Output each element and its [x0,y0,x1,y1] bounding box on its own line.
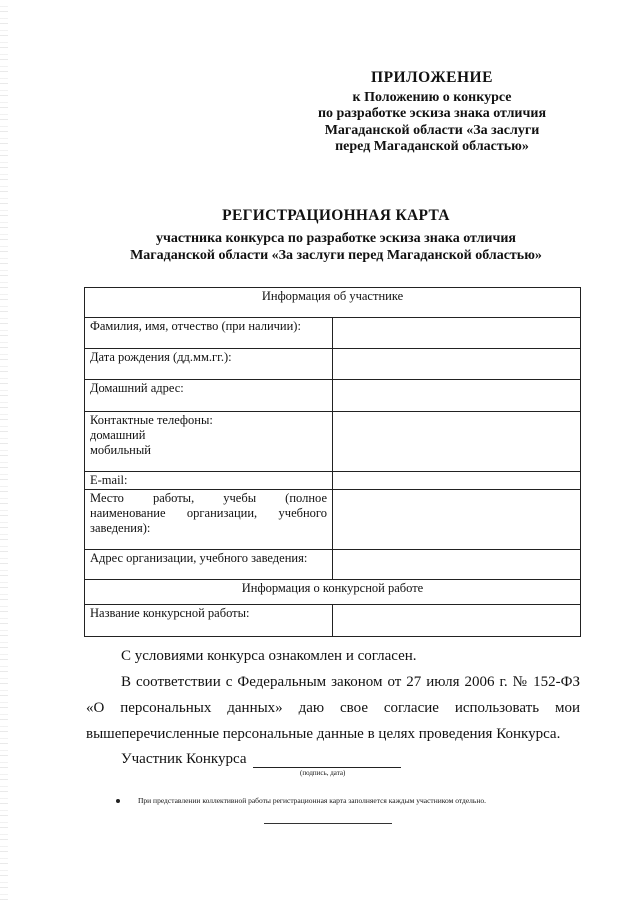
label-workplace-text: Место работы, учебы (полное наименование организации, учебного заведения): [90,491,327,535]
scan-edge [0,0,8,905]
label-phones-title: Контактные телефоны: [90,413,213,427]
label-birth-date: Дата рождения (дд.мм.гг.): [85,349,333,380]
label-workplace [85,490,333,550]
bullet-icon [116,799,120,803]
field-birth-date[interactable] [333,349,581,380]
field-fio[interactable] [333,318,581,349]
label-phone-home: домашний [90,428,146,442]
label-home-address: Домашний адрес: [85,380,333,412]
appendix-line: к Положению о конкурсе [352,89,512,105]
field-org-address[interactable] [333,550,581,580]
field-workplace[interactable] [333,490,581,550]
agreement-text: С условиями конкурса ознакомлен и согласен. [121,648,417,664]
label-fio: Фамилия, имя, отчество (при наличии): [85,318,333,349]
section-participant: Информация об участнике [85,288,581,318]
label-work-title: Название конкурсной работы: [85,605,333,637]
consent-line: В соответствии с Федеральным законом от 27 июля 2006 г. № 152-ФЗ [121,674,580,690]
appendix-heading: ПРИЛОЖЕНИЕ [371,69,493,86]
document-subtitle [96,231,576,264]
label-org-address: Адрес организации, учебного заведения: [85,550,333,580]
section-contest-work: Информация о конкурсной работе [85,580,581,605]
consent-line: «О персональных данных» даю свое согласие использовать мои [86,700,580,716]
consent-paragraph [86,674,580,752]
appendix-block [300,70,564,156]
appendix-line: по разработке эскиза знака отличия [317,106,547,121]
document-title: РЕГИСТРАЦИОННАЯ КАРТА [222,207,450,224]
subtitle-line: Магаданской области «За заслуги перед Магаданской областью» [130,247,542,263]
footnote-text: При представлении коллективной работы регистрационная карта заполняется каждым участником отдельно. [138,796,486,805]
field-work-title[interactable] [333,605,581,637]
signature-row [121,751,401,768]
signature-line[interactable] [253,753,401,768]
consent-line: вышеперечисленные персональные данные в целях проведения Конкурса. [86,726,561,742]
label-phone-mobile: мобильный [90,443,151,457]
field-home-address[interactable] [333,380,581,412]
subtitle-line: участника конкурса по разработке эскиза знака отличия [155,231,517,246]
field-phones[interactable] [333,412,581,472]
signature-label: Участник Конкурса [121,751,247,767]
registration-table [84,287,581,637]
appendix-line: Магаданской области «За заслуги [324,122,540,138]
label-email: E-mail: [85,472,333,490]
end-divider [264,823,392,824]
footnote [116,796,486,805]
field-email[interactable] [333,472,581,490]
label-phones [85,412,333,472]
signature-hint: (подпись, дата) [300,769,346,777]
appendix-line: перед Магаданской областью» [335,139,529,154]
